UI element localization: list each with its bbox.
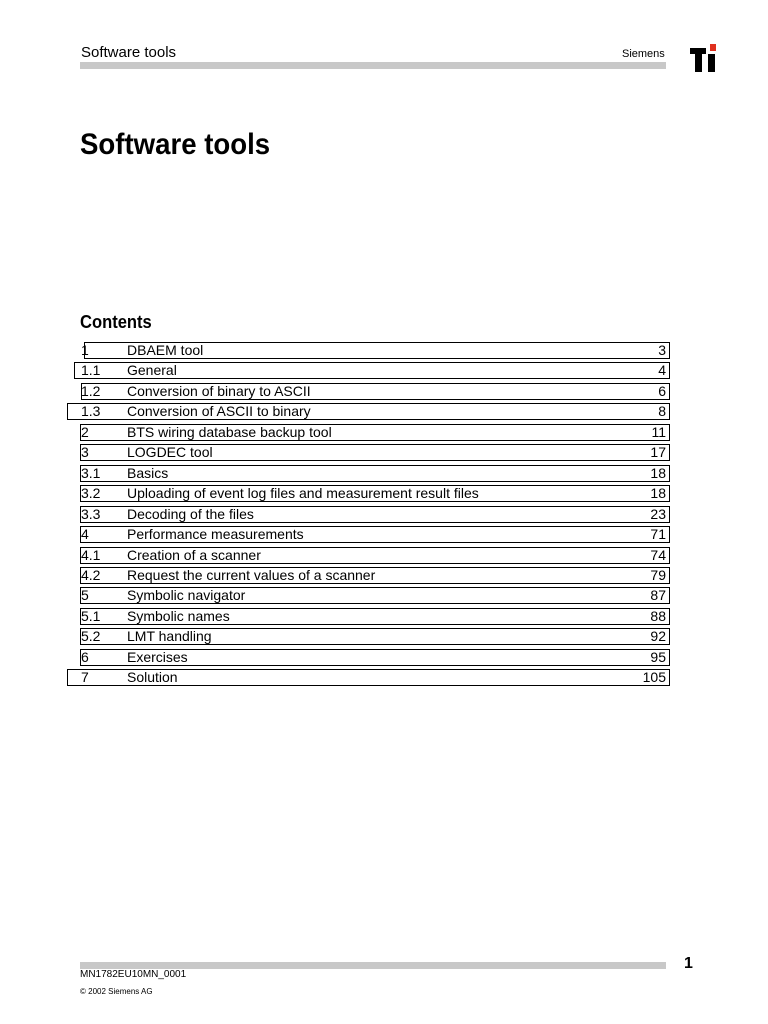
toc-row[interactable] [80,465,670,482]
toc-number: 3 [81,444,89,460]
toc-page: 3 [658,342,666,358]
page-number: 1 [684,955,693,972]
toc-row[interactable] [80,547,670,564]
toc-title: BTS wiring database backup tool [127,424,332,440]
toc-number: 4.1 [81,547,101,563]
toc-title: Symbolic navigator [127,587,246,603]
toc-row[interactable] [80,506,670,523]
footer-bar [80,962,666,969]
page-title: Software tools [80,128,271,161]
toc-title: DBAEM tool [127,342,204,358]
toc-row[interactable] [80,526,670,543]
toc-page: 6 [658,383,666,399]
toc-title: Uploading of event log files and measurement result files [127,485,479,501]
header-title: Software tools [81,44,177,61]
toc-number: 4.2 [81,567,101,583]
toc-page: 92 [650,628,666,644]
toc-row[interactable] [67,669,670,686]
toc-page: 105 [642,669,666,685]
toc-title: Conversion of binary to ASCII [127,383,311,399]
header-bar [80,62,666,69]
ti-logo-icon [690,44,722,72]
toc-page: 74 [650,547,666,563]
toc-number: 3.1 [81,465,101,481]
toc-number: 2 [81,424,89,440]
toc-page: 11 [651,424,666,440]
toc-title: General [127,362,177,378]
toc-row[interactable] [80,649,670,666]
toc-title: LMT handling [127,628,212,644]
toc-row[interactable] [74,362,670,379]
toc-row[interactable] [67,403,670,420]
toc-row[interactable] [81,342,670,359]
copyright: © 2002 Siemens AG [80,987,153,996]
toc-number: 6 [81,649,89,665]
toc-page: 71 [650,526,666,542]
toc-title: Request the current values of a scanner [127,567,376,583]
toc-number: 1.3 [81,403,101,419]
toc-row[interactable] [81,383,670,400]
toc-page: 95 [650,649,666,665]
toc-number: 4 [81,526,89,542]
toc-number: 7 [81,669,89,685]
toc-number: 1.1 [81,362,101,378]
toc-page: 17 [650,444,666,460]
toc-number: 5 [81,587,89,603]
toc-number: 3.3 [81,506,101,522]
toc-page: 8 [658,403,666,419]
toc-page: 18 [650,485,666,501]
toc-number: 5.2 [81,628,101,644]
toc-page: 18 [650,465,666,481]
doc-code: MN1782EU10MN_0001 [80,969,187,980]
toc-page: 87 [650,587,666,603]
toc-row[interactable] [80,444,670,461]
toc-row[interactable] [80,485,670,502]
toc-title: Solution [127,669,178,685]
toc-page: 4 [658,362,666,378]
toc-title: Decoding of the files [127,506,254,522]
toc-number: 1 [81,342,89,358]
toc-row[interactable] [80,608,670,625]
toc-number: 5.1 [81,608,101,624]
toc-page: 79 [650,567,666,583]
toc-page: 23 [650,506,666,522]
toc-title: LOGDEC tool [127,444,213,460]
toc-title: Basics [127,465,169,481]
toc-title: Exercises [127,649,188,665]
header-company: Siemens [622,48,665,60]
toc-page: 88 [650,608,666,624]
toc-title: Performance measurements [127,526,304,542]
toc-row[interactable] [80,628,670,645]
toc-row[interactable] [80,587,670,604]
toc-number: 1.2 [81,383,101,399]
toc-row[interactable] [80,567,670,584]
toc-title: Conversion of ASCII to binary [127,403,311,419]
toc-row[interactable] [80,424,670,441]
toc-title: Symbolic names [127,608,230,624]
toc-title: Creation of a scanner [127,547,261,563]
contents-title: Contents [80,312,152,332]
toc-number: 3.2 [81,485,101,501]
